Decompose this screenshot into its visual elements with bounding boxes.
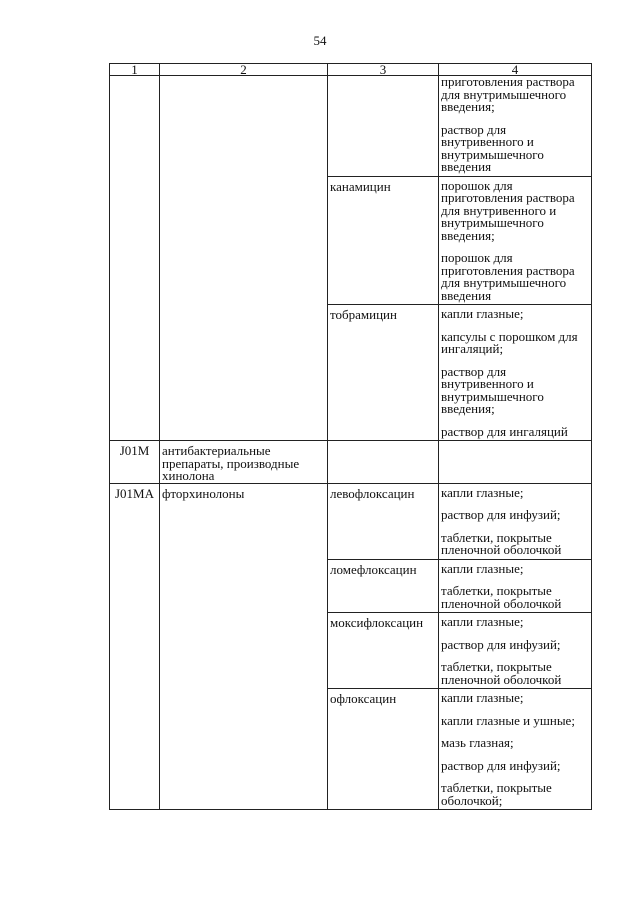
atc-code-cell xyxy=(110,76,160,441)
dosage-forms-cell xyxy=(439,305,592,441)
dosage-form: раствор для инфузий; xyxy=(441,757,561,773)
dosage-form: капли глазные; xyxy=(441,484,524,500)
column-header: 3 xyxy=(328,64,439,76)
dosage-forms-cell xyxy=(439,176,592,305)
dosage-forms-cell xyxy=(439,483,592,559)
drug-name-cell: тобрамицин xyxy=(328,305,439,441)
column-header: 1 xyxy=(110,64,160,76)
drug-name-cell: левофлоксацин xyxy=(328,483,439,559)
dosage-form: капли глазные; xyxy=(441,614,524,629)
page-number: 54 xyxy=(313,33,327,48)
dosage-form: таблетки, покрытые оболочкой; xyxy=(441,780,552,808)
dosage-form: раствор для внутривенного и внутримышечного введения; xyxy=(441,363,544,416)
dosage-forms-cell xyxy=(439,559,592,613)
dosage-form: капсулы с порошком для ингаляций; xyxy=(441,328,578,356)
dosage-form: таблетки, покрытые пленочной оболочкой xyxy=(441,583,562,611)
dosage-form: капли глазные; xyxy=(441,560,524,576)
column-header: 2 xyxy=(160,64,328,76)
drug-table xyxy=(109,63,592,810)
dosage-forms-cell xyxy=(439,613,592,689)
table-row xyxy=(110,483,592,559)
drug-name-cell xyxy=(328,76,439,177)
drug-name-cell: ломефлоксацин xyxy=(328,559,439,613)
dosage-forms-cell xyxy=(439,441,592,484)
dosage-forms-cell xyxy=(439,689,592,810)
dosage-form: капли глазные; xyxy=(441,306,524,321)
group-name-cell xyxy=(160,76,328,441)
drug-name-cell: канамицин xyxy=(328,176,439,305)
dosage-form: порошок для приготовления раствора для внутримышечного введения xyxy=(441,250,575,303)
table-body xyxy=(110,76,592,810)
dosage-form: капли глазные; xyxy=(441,690,524,705)
column-header: 4 xyxy=(439,64,592,76)
drug-name-cell: моксифлоксацин xyxy=(328,613,439,689)
dosage-form: капли глазные и ушные; xyxy=(441,712,575,728)
dosage-form: мазь глазная; xyxy=(441,735,514,750)
drug-name-cell xyxy=(328,441,439,484)
group-name-cell: антибактериальные препараты, производные хинолона xyxy=(160,441,328,484)
dosage-form: порошок для приготовления раствора для внутривенного и внутримышечного введения; xyxy=(441,177,575,243)
atc-code-cell: J01M xyxy=(110,441,160,484)
dosage-forms-cell xyxy=(439,76,592,177)
atc-code-cell: J01MA xyxy=(110,483,160,810)
dosage-form: раствор для ингаляций xyxy=(441,423,568,439)
dosage-form: таблетки, покрытые пленочной оболочкой xyxy=(441,529,562,557)
dosage-form: раствор для инфузий; xyxy=(441,507,561,522)
table-row xyxy=(110,441,592,484)
dosage-form: раствор для инфузий; xyxy=(441,636,561,652)
group-name-cell: фторхинолоны xyxy=(160,483,328,810)
table-row xyxy=(110,76,592,177)
dosage-form: таблетки, покрытые пленочной оболочкой xyxy=(441,659,562,687)
drug-name-cell: офлоксацин xyxy=(328,689,439,810)
dosage-form: приготовления раствора для внутримышечного введения; xyxy=(441,74,575,114)
dosage-form: раствор для внутривенного и внутримышечного введения xyxy=(441,121,544,174)
